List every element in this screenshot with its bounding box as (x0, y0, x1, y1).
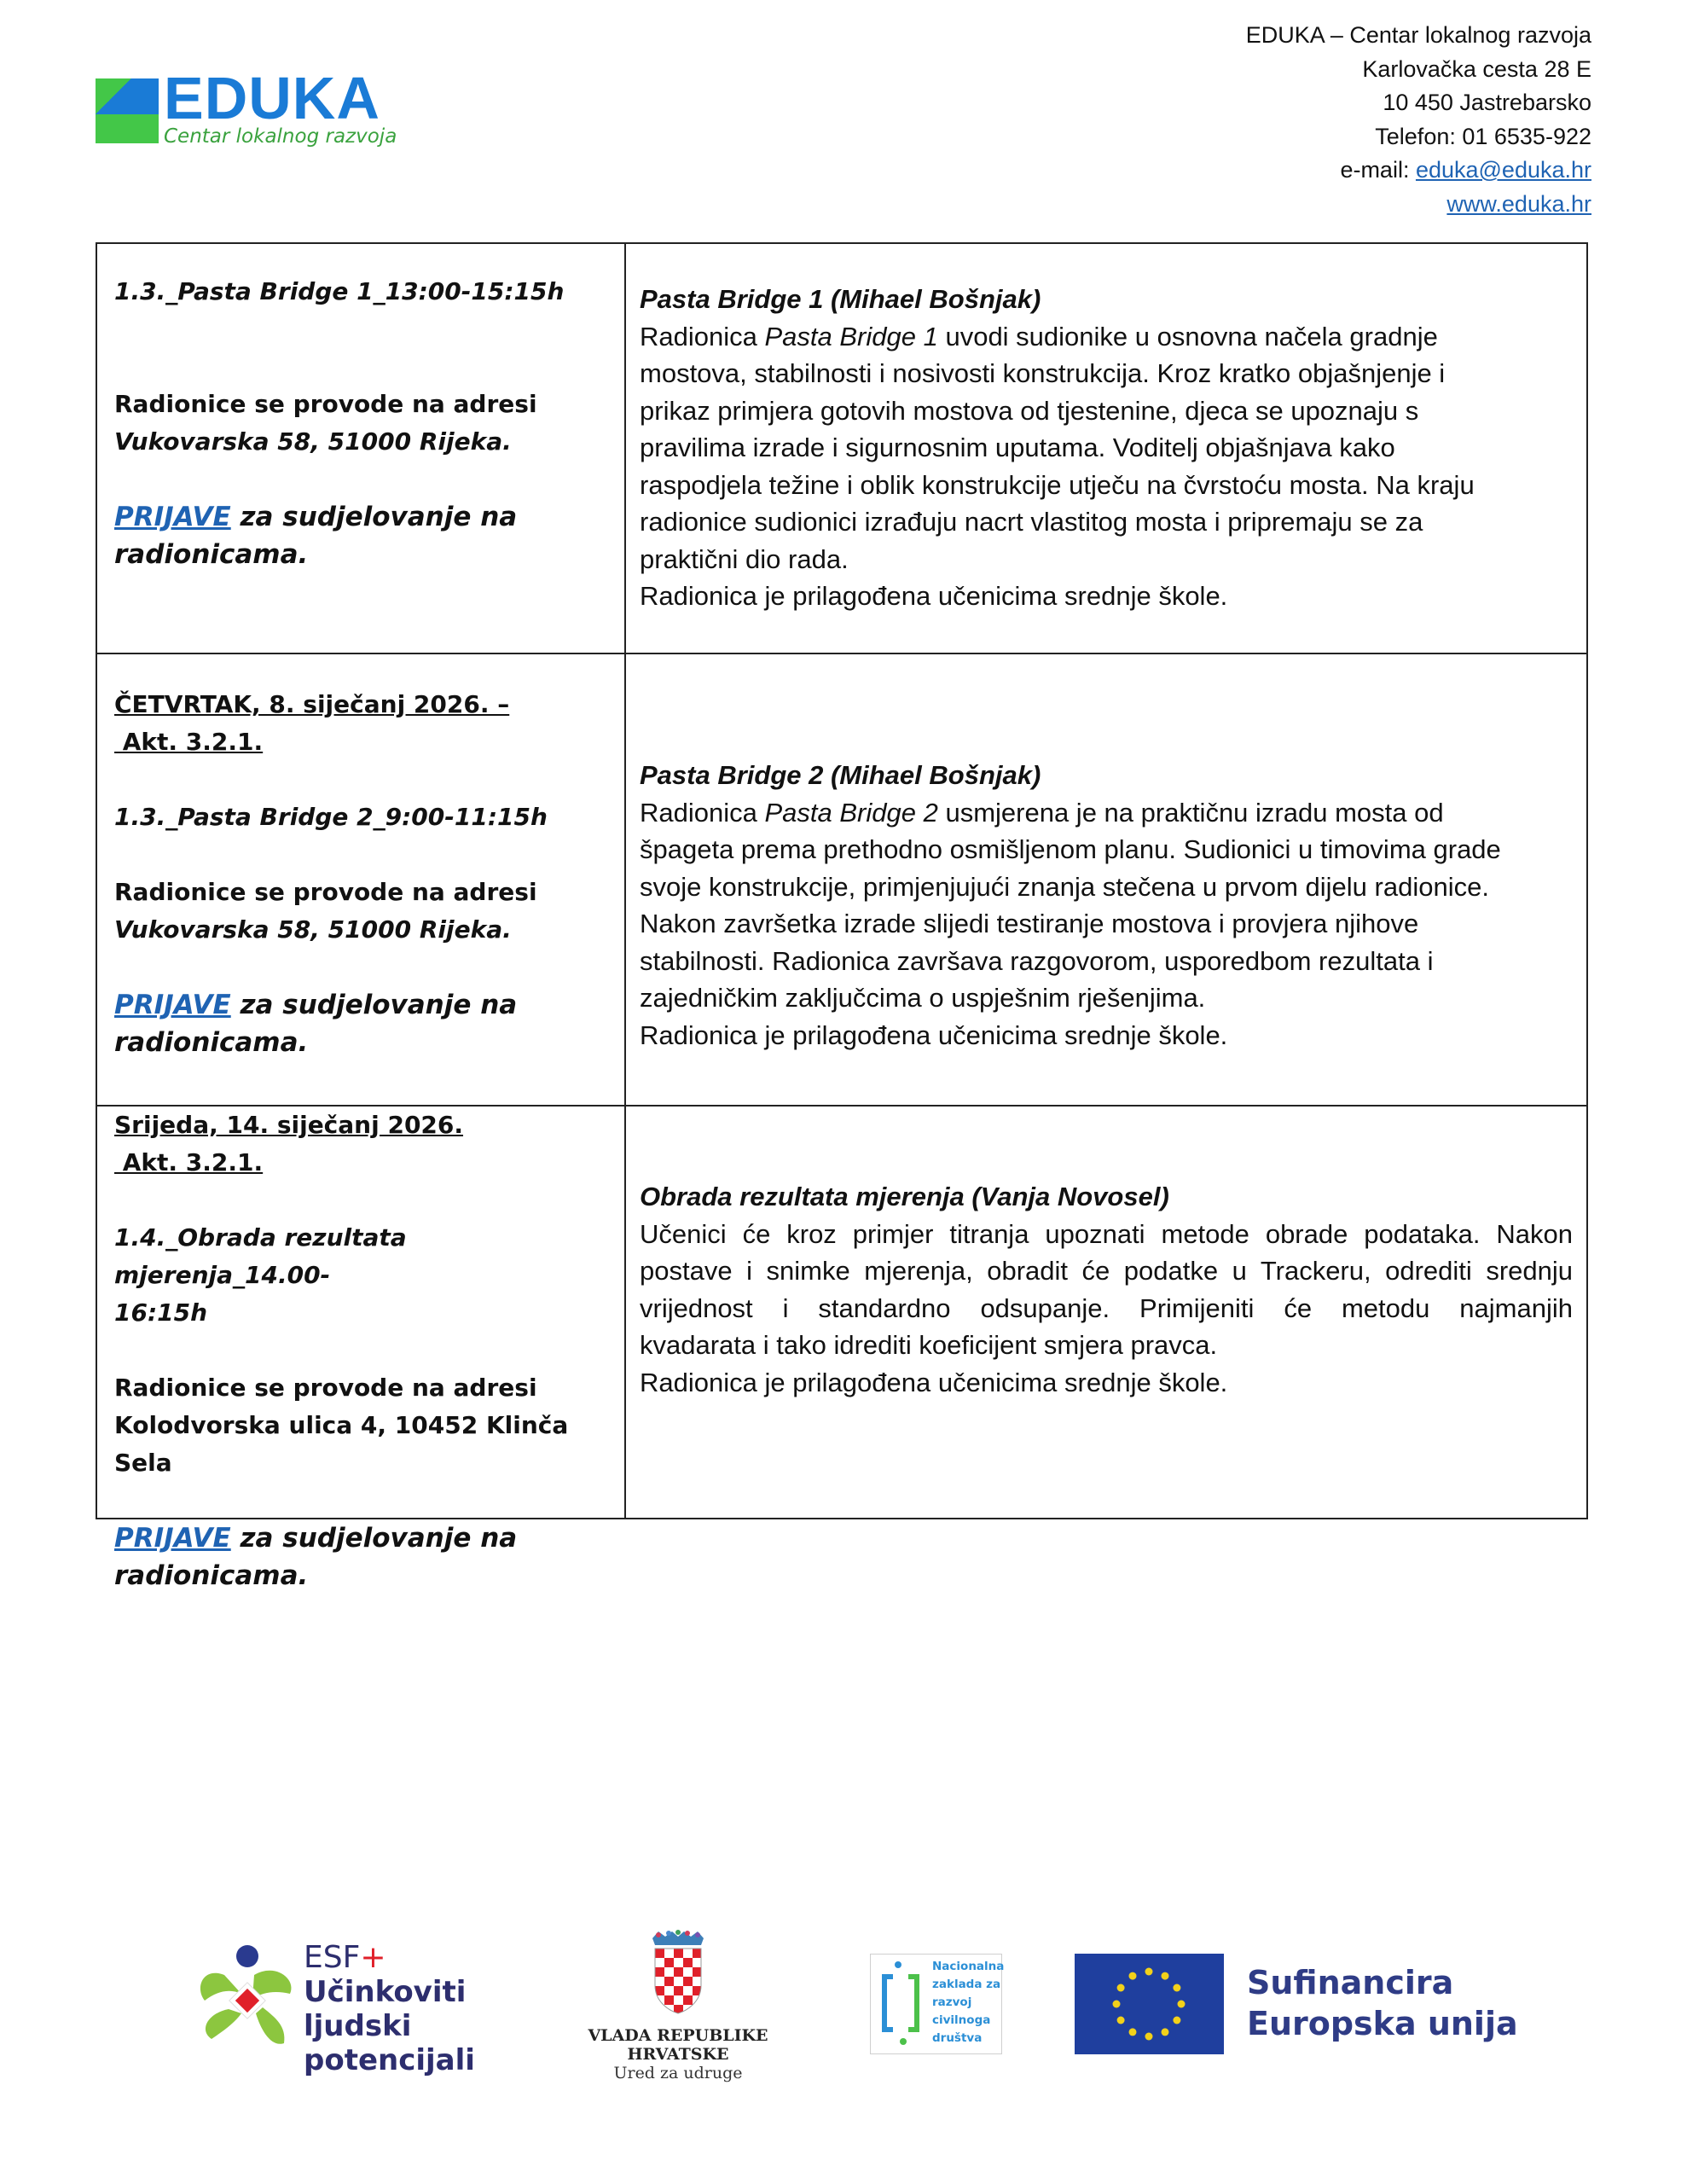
session-info-cell (97, 654, 626, 1105)
register-text: za sudjelovanje na (230, 1523, 518, 1554)
eu-star (1145, 1968, 1153, 1976)
logo-brand: EDUKA (164, 65, 380, 131)
venue-address: Vukovarska 58, 51000 Rijeka. (114, 915, 512, 944)
croatian-coat-of-arms-icon (648, 1930, 708, 2015)
logo-mark-corner (96, 78, 131, 114)
desc-line: Nakon završetka izrade slijedi testiranje mostova i provjera njihove (640, 909, 1419, 938)
desc-line: kvadarata i tako idrediti koeficijent smjera pravca. (640, 1330, 1218, 1360)
org-street: Karlovačka cesta 28 E (1362, 55, 1591, 82)
esf-text (304, 1941, 553, 2077)
eu-line2: Europska unija (1247, 2005, 1518, 2042)
desc-line: svoje konstrukcije, primjenjujući znanja stečena u prvom dijelu radionice. (640, 871, 1489, 902)
eu-star (1145, 2033, 1153, 2041)
eu-cofinanced-text (1247, 1962, 1518, 2044)
email-label: e-mail: (1340, 157, 1416, 183)
desc-line: stabilnosti. Radionica završava razgovorom, usporedbom rezultata i (640, 945, 1434, 976)
register-line (114, 986, 611, 1024)
register-line (114, 1519, 611, 1557)
eu-stars-icon (1075, 1954, 1224, 2054)
nzrcd-line: zaklada za (932, 1978, 1001, 1991)
desc-line: pravilima izrade i sigurnosnim uputama. Voditelj objašnjava kako (640, 433, 1395, 462)
register-text-2: radionicama. (114, 1027, 309, 1058)
nzrcd-text (932, 1958, 1004, 2048)
org-name: EDUKA – Centar lokalnog razvoja (1245, 22, 1591, 48)
session-title-cont: 16:15h (114, 1298, 208, 1327)
venue-label: Radionice se provode na adresi (114, 390, 537, 418)
desc-line: mostova, stabilnosti i nosivosti konstrukcija. Kroz kratko objašnjenje i (640, 358, 1446, 388)
audience-note: Radionica je prilagođena učenicima srednje škole. (640, 1019, 1228, 1050)
esf-flower-icon (194, 1941, 301, 2052)
session-title: 1.4._Obrada rezultata mjerenja_14.00- (114, 1223, 407, 1289)
org-city: 10 450 Jastrebarsko (1383, 90, 1591, 115)
nzrcd-line: Nacionalna (932, 1960, 1005, 1973)
venue-address: Kolodvorska ulica 4, 10452 Klinča Sela (114, 1411, 569, 1477)
register-line (114, 498, 611, 536)
esf-line1: Učinkoviti ljudski (304, 1975, 467, 2043)
session-title: 1.3._Pasta Bridge 1_13:00-15:15h (114, 277, 565, 305)
schedule-table (96, 242, 1588, 1591)
session-description-cell (626, 244, 1586, 653)
logo-tagline: Centar lokalnog razvoja (164, 125, 397, 148)
session-info-cell (97, 244, 626, 653)
activity-code: Akt. 3.2.1. (114, 728, 264, 756)
eu-star (1162, 2028, 1169, 2036)
eu-star (1117, 1984, 1125, 1992)
nzrcd-line: razvoj (932, 1995, 972, 2009)
table-row (97, 244, 1586, 653)
audience-note: Radionica je prilagođena učenicima srednje škole. (640, 581, 1228, 611)
nzrcd-logo (870, 1954, 1005, 2054)
eduka-logo (96, 65, 397, 155)
venue-label: Radionice se provode na adresi (114, 1374, 537, 1402)
vlada-logo (546, 1930, 810, 2083)
eu-star (1173, 2017, 1180, 2024)
eu-star (1162, 1972, 1169, 1980)
workshop-title: Pasta Bridge 1 (Mihael Bošnjak) (640, 284, 1041, 314)
eu-star (1178, 2001, 1186, 2008)
desc-line: Radionica Pasta Bridge 2 usmjerena je na praktičnu izradu mosta od (640, 797, 1444, 828)
desc-line: špageta prema prethodno osmišljenom planu. Sudionici u timovima grade (640, 834, 1501, 864)
desc-line: Radionica Pasta Bridge 1 uvodi sudionike u osnovna načela gradnje (640, 321, 1438, 351)
desc-line: Učenici će kroz primjer titranja upoznati metode obrade podataka. Nakon (640, 1218, 1573, 1249)
email-link[interactable]: eduka@eduka.hr (1415, 157, 1591, 183)
eu-star (1129, 2028, 1137, 2036)
desc-line: praktični dio rada. (640, 543, 849, 574)
eu-star (1113, 2001, 1121, 2008)
desc-line: postave i snimke mjerenja, obradit će podatke u Trackeru, odrediti srednju (640, 1256, 1573, 1286)
eu-star (1117, 2017, 1125, 2024)
session-date: ČETVRTAK, 8. siječanj 2026. – (114, 690, 510, 718)
session-info-cell (97, 1107, 626, 1591)
nzrcd-brackets-icon (878, 1958, 929, 2052)
workshop-title: Obrada rezultata mjerenja (Vanja Novosel) (640, 1182, 1169, 1211)
desc-line: radionice sudionici izrađuju nacrt vlastitog mosta i pripremaju se za (640, 507, 1423, 537)
org-address-block (1246, 19, 1591, 221)
org-email-line (1246, 154, 1591, 188)
session-description-cell (626, 654, 1586, 1105)
activity-code: Akt. 3.2.1. (114, 1148, 264, 1176)
esf-logo (194, 1940, 553, 2077)
eu-line1: Sufinancira (1247, 1964, 1454, 2001)
eu-flag-icon (1075, 1954, 1224, 2054)
nzrcd-line: društva (932, 2031, 983, 2045)
desc-line: vrijednost i standardno odsupanje. Primijeniti će metodu najmanjih (640, 1292, 1573, 1323)
register-link[interactable]: PRIJAVE (114, 1523, 231, 1554)
nzrcd-line: civilnoga (932, 2013, 991, 2027)
esf-line2: potencijali (304, 2043, 475, 2077)
eu-star (1129, 1972, 1137, 1980)
venue-label: Radionice se provode na adresi (114, 878, 537, 906)
org-website-line (1246, 188, 1591, 222)
session-title: 1.3._Pasta Bridge 2_9:00-11:15h (114, 803, 548, 831)
vlada-title: VLADA REPUBLIKE HRVATSKE (588, 2026, 768, 2064)
register-link[interactable]: PRIJAVE (114, 990, 231, 1020)
eu-star (1173, 1984, 1180, 1992)
register-text: za sudjelovanje na (230, 990, 518, 1020)
workshop-title: Pasta Bridge 2 (Mihael Bošnjak) (640, 760, 1041, 790)
org-phone: Telefon: 01 6535-922 (1375, 123, 1591, 149)
logo-mark-bar (131, 78, 159, 114)
desc-line: prikaz primjera gotovih mostova od tjestenine, djeca se upoznaju s (640, 395, 1419, 426)
register-text-2: radionicama. (114, 1560, 309, 1591)
website-link[interactable]: www.eduka.hr (1446, 190, 1591, 217)
session-date: Srijeda, 14. siječanj 2026. (114, 1111, 464, 1139)
register-text-2: radionicama. (114, 539, 309, 570)
desc-line: raspodjela težine i oblik konstrukcije utječu na čvrstoću mosta. Na kraju (640, 469, 1475, 500)
vlada-subtitle: Ured za udruge (613, 2064, 743, 2082)
esf-title: ESF+ (304, 1940, 386, 1975)
session-description-cell (626, 1107, 1586, 1518)
desc-line: zajedničkim zaključcima o uspješnim rješenjima. (640, 983, 1206, 1013)
register-link[interactable]: PRIJAVE (114, 502, 231, 532)
table-row (97, 653, 1586, 1105)
audience-note: Radionica je prilagođena učenicima srednje škole. (640, 1367, 1228, 1397)
table-row (97, 1105, 1586, 1591)
register-text: za sudjelovanje na (230, 502, 518, 532)
venue-address: Vukovarska 58, 51000 Rijeka. (114, 427, 512, 456)
